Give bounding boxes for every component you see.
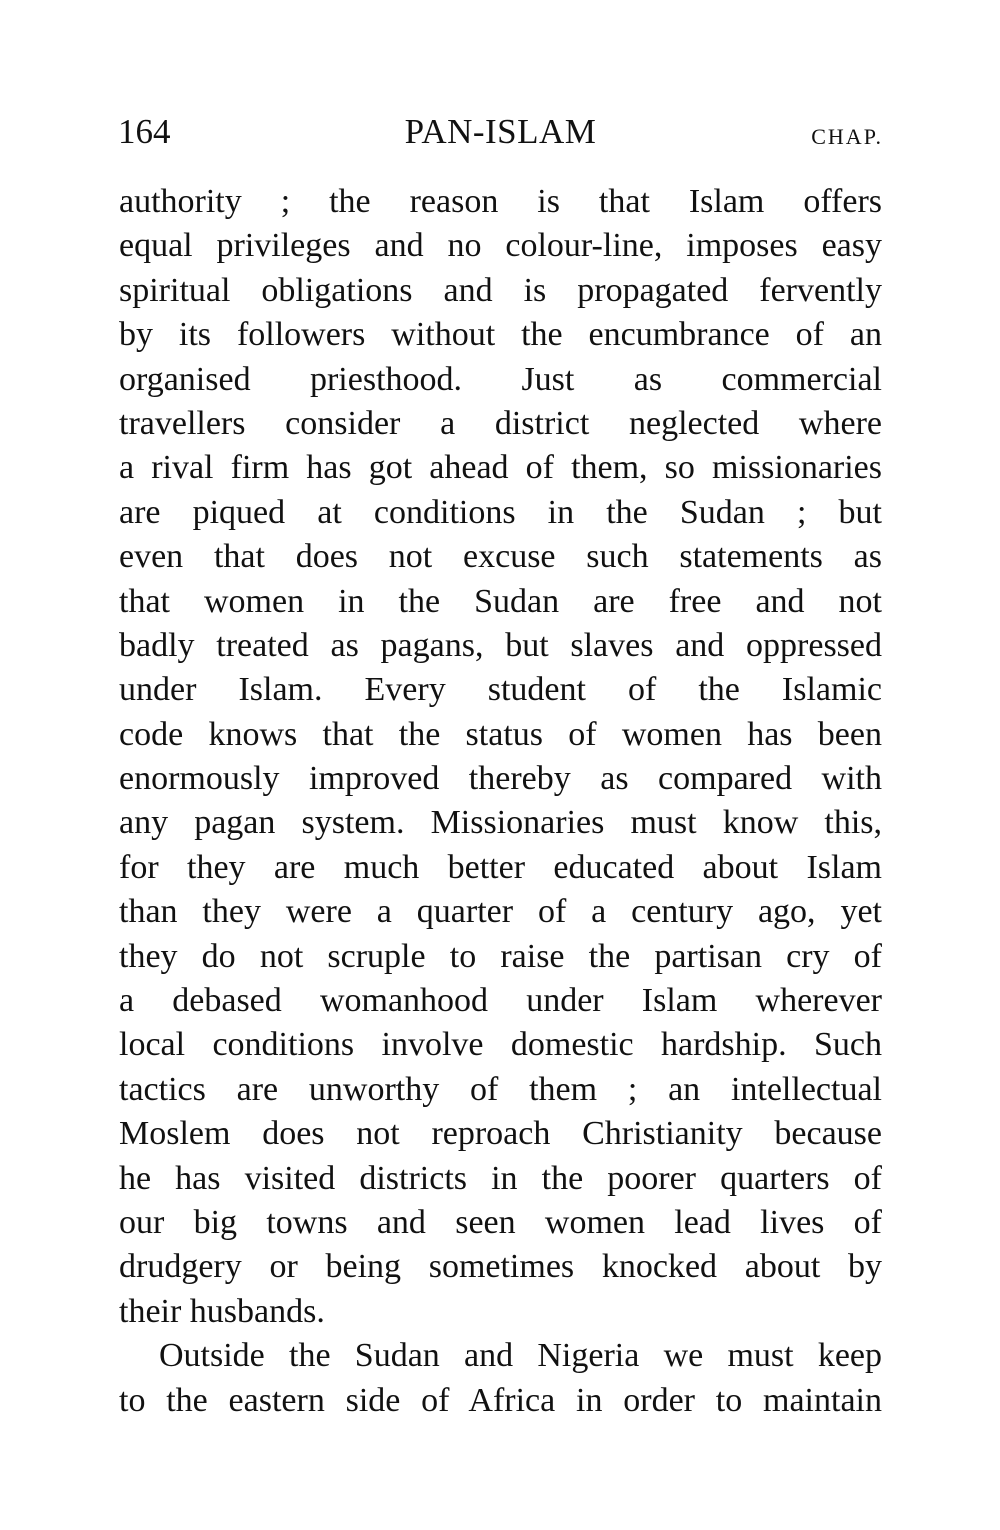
text-line: tactics are unworthy of them ; an intellectual — [119, 1070, 882, 1108]
text-line: organised priesthood. Just as commercial — [119, 360, 882, 398]
page-number: 164 — [118, 112, 171, 151]
paragraph-first-line: Outside the Sudan and Nigeria we must keep — [159, 1337, 882, 1375]
text-line: spiritual obligations and is propagated fervently — [119, 271, 882, 309]
text-line: equal privileges and no colour-line, imposes easy — [119, 227, 882, 265]
text-line: drudgery or being sometimes knocked about by — [119, 1248, 882, 1286]
text-line: than they were a quarter of a century ago, yet — [119, 893, 882, 931]
text-line: travellers consider a district neglected where — [119, 404, 882, 442]
text-line: badly treated as pagans, but slaves and oppressed — [119, 626, 882, 664]
text-line: code knows that the status of women has been — [119, 715, 882, 753]
text-line: local conditions involve domestic hardship. Such — [119, 1026, 882, 1064]
text-line: any pagan system. Missionaries must know this, — [119, 804, 882, 842]
paragraph-end-line: their husbands. — [119, 1292, 325, 1330]
text-line: our big towns and seen women lead lives of — [119, 1203, 882, 1241]
text-line: enormously improved thereby as compared with — [119, 760, 882, 798]
text-line: they do not scruple to raise the partisan cry of — [119, 937, 882, 975]
text-line: authority ; the reason is that Islam offers — [119, 183, 882, 220]
text-line: by its followers without the encumbrance of an — [119, 316, 882, 354]
text-line: Moslem does not reproach Christianity because — [119, 1115, 882, 1153]
running-head — [118, 108, 883, 158]
text-line: a debased womanhood under Islam wherever — [119, 982, 882, 1020]
text-line: that women in the Sudan are free and not — [119, 582, 882, 620]
text-line: for they are much better educated about Islam — [119, 848, 882, 886]
text-line: under Islam. Every student of the Islamic — [119, 671, 882, 709]
body-text — [119, 180, 882, 1423]
text-line: to the eastern side of Africa in order to maintain — [119, 1381, 882, 1419]
text-line: are piqued at conditions in the Sudan ; but — [119, 493, 882, 531]
text-line: a rival firm has got ahead of them, so missionaries — [119, 449, 882, 487]
chapter-label: CHAP. — [811, 124, 883, 149]
text-line: he has visited districts in the poorer quarters of — [119, 1159, 882, 1197]
text-line: even that does not excuse such statements as — [119, 538, 882, 576]
running-title: PAN-ISLAM — [404, 112, 597, 151]
